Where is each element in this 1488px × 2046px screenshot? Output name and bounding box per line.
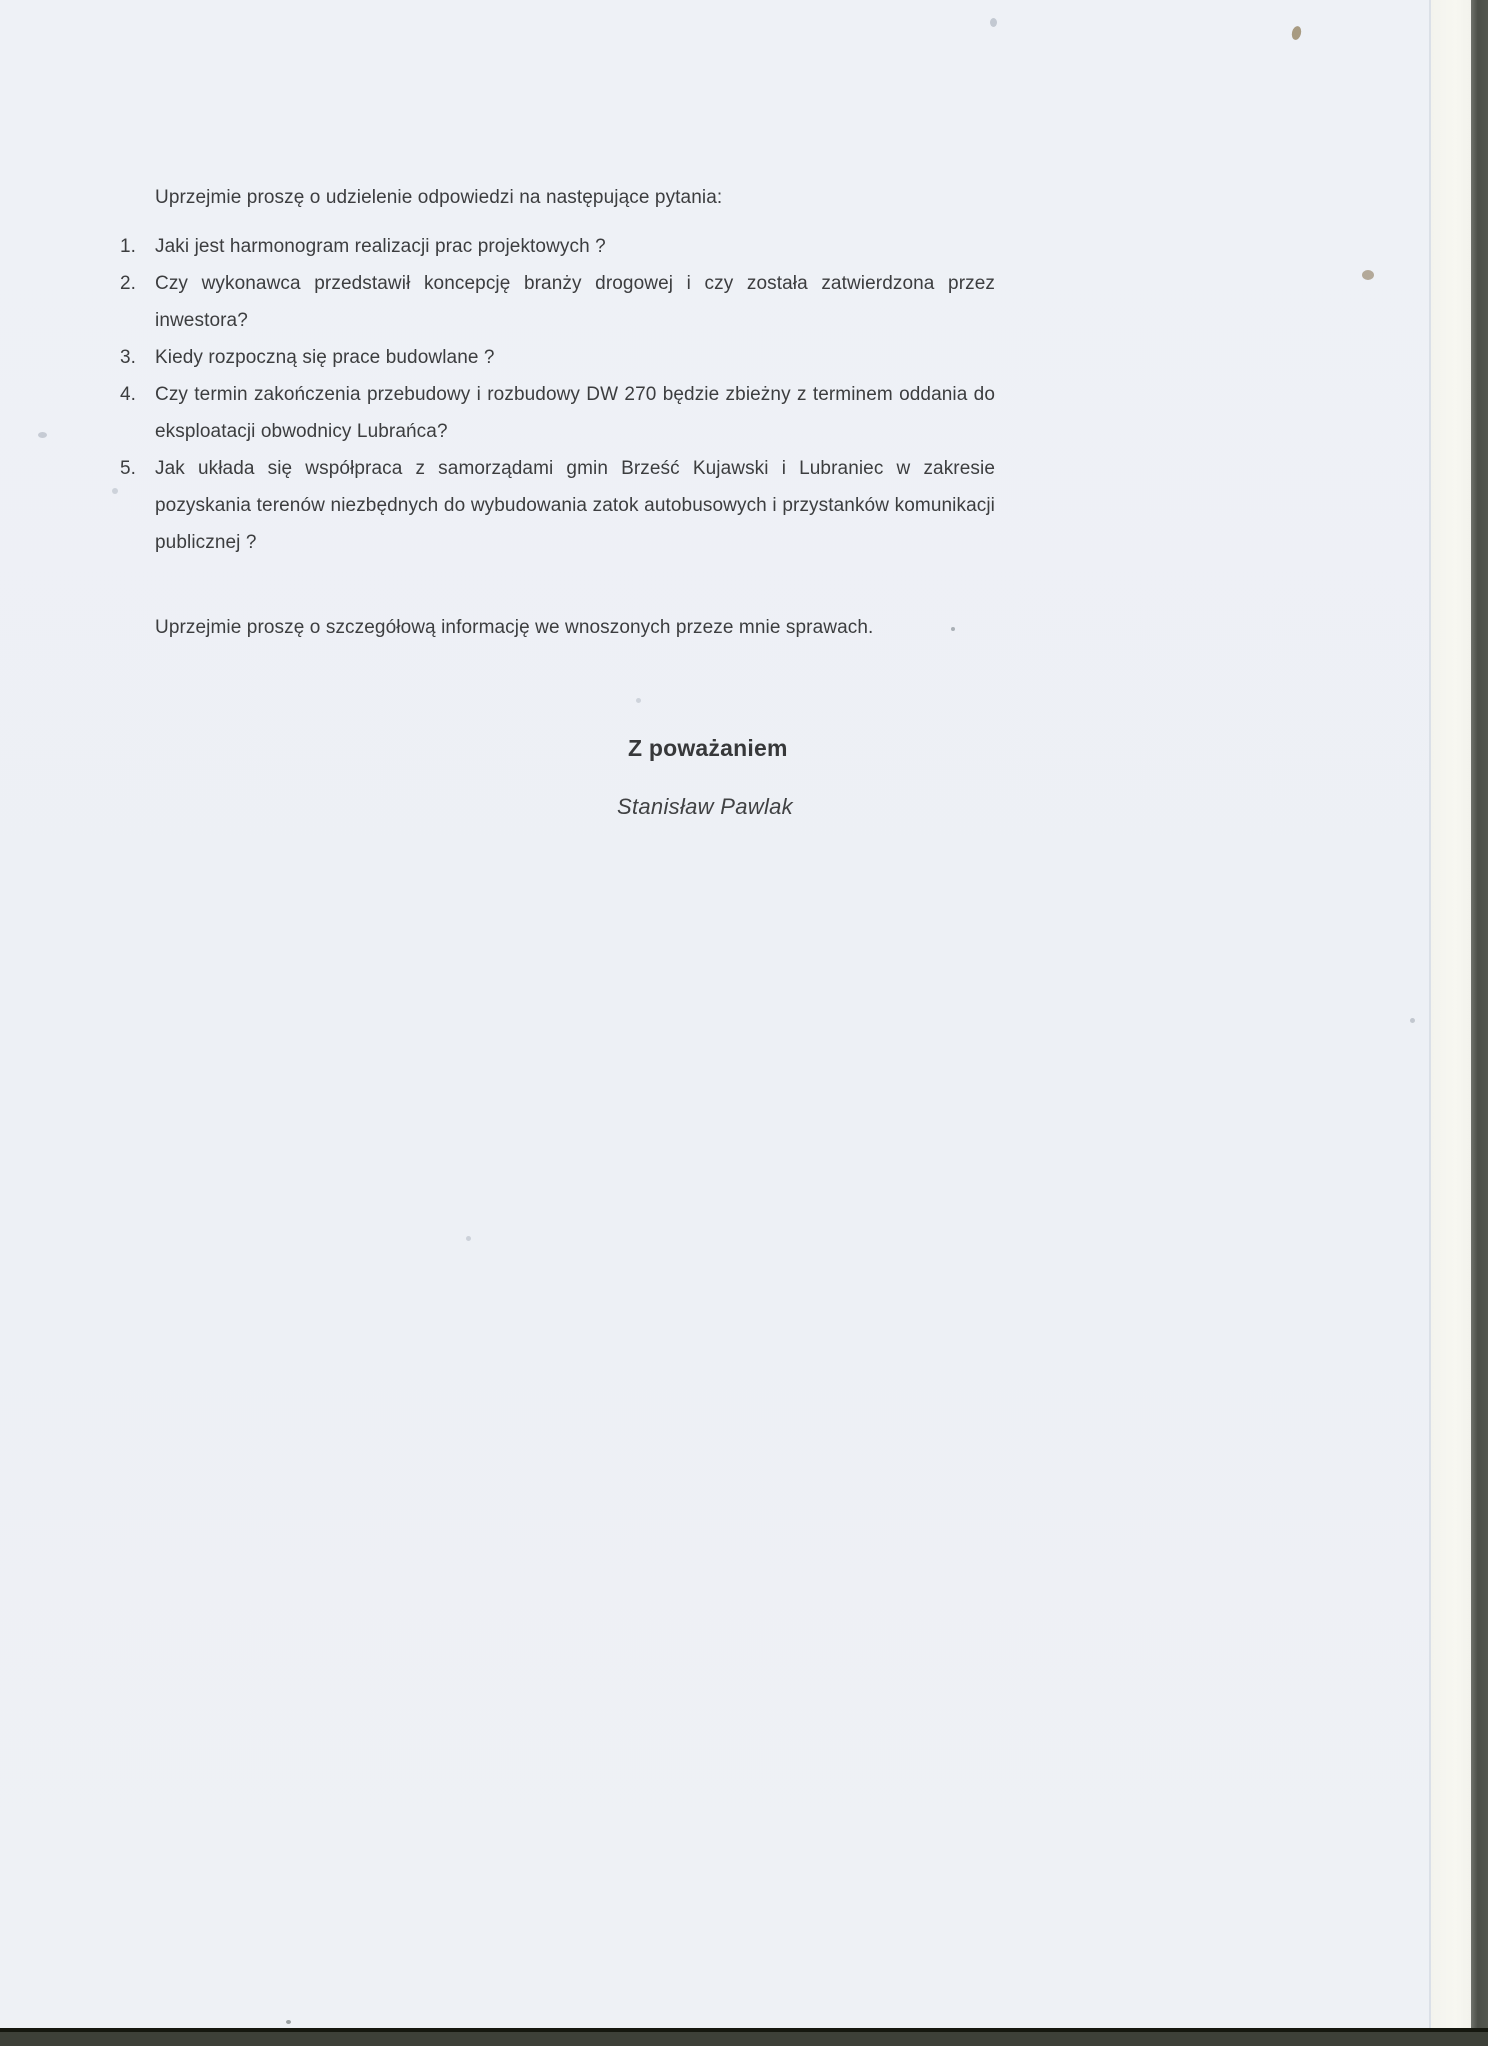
question-text: Kiedy rozpoczną się prace budowlane ?	[155, 347, 495, 368]
scan-speck	[286, 2020, 291, 2024]
question-item	[120, 450, 1000, 561]
letter-closing-line: Uprzejmie proszę o szczegółową informację we wnoszonych przeze mnie sprawach.	[155, 617, 874, 638]
scan-speck	[1410, 1018, 1415, 1023]
scan-speck	[1362, 270, 1374, 280]
question-number: 2.	[120, 273, 136, 294]
question-item	[120, 228, 1000, 265]
question-number: 1.	[120, 236, 136, 257]
paper-edge-right	[1431, 0, 1472, 2030]
question-list	[120, 228, 1000, 561]
question-text: Czy termin zakończenia przebudowy i rozbudowy DW 270 będzie zbieżny z terminem oddania do eksploatacji obwodnicy Lubrańca?	[155, 384, 995, 442]
question-item	[120, 265, 1000, 339]
question-item	[120, 339, 1000, 376]
question-text: Jaki jest harmonogram realizacji prac projektowych ?	[155, 236, 606, 257]
signature-name: Stanisław Pawlak	[617, 794, 793, 819]
scan-speck	[1290, 25, 1302, 41]
question-text: Czy wykonawca przedstawił koncepcję branży drogowej i czy została zatwierdzona przez inwestora?	[155, 273, 995, 331]
scanner-bed-edge-bottom	[0, 2028, 1488, 2046]
letter-signoff: Z poważaniem	[628, 735, 788, 761]
scan-speck	[951, 627, 955, 631]
scan-speck	[38, 432, 47, 438]
question-item	[120, 376, 1000, 450]
scanner-bed-edge-right	[1471, 0, 1488, 2032]
question-number: 5.	[120, 458, 136, 479]
question-number: 4.	[120, 384, 136, 405]
question-number: 3.	[120, 347, 136, 368]
question-text: Jak układa się współpraca z samorządami gmin Brześć Kujawski i Lubraniec w zakresie pozyskania terenów niezbędnych do wybudowania zatok autobusowych i przystanków komunikacji publicznej ?	[155, 458, 995, 553]
scan-speck	[112, 488, 118, 494]
scan-speck	[636, 698, 641, 703]
scan-speck	[990, 18, 997, 27]
scan-speck	[466, 1236, 471, 1241]
letter-intro-line: Uprzejmie proszę o udzielenie odpowiedzi na następujące pytania:	[155, 187, 723, 208]
